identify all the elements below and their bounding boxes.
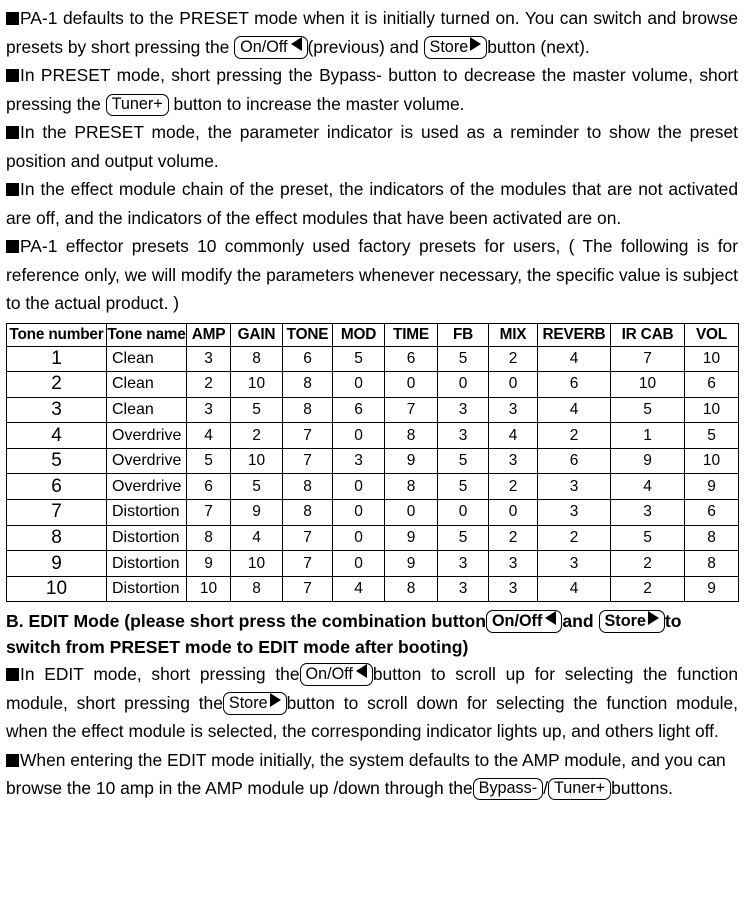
table-cell-ir-cab: 10 — [611, 372, 685, 398]
paragraph-text: In the PRESET mode, the parameter indicator is used as a reminder to show the preset position and output volume. — [6, 122, 738, 171]
paragraph-text: In the effect module chain of the preset, the indicators of the modules that are not activated are off, and the indicators of the effect modules that have been activated are on. — [6, 179, 738, 228]
table-row — [7, 551, 739, 577]
table-cell-ir-cab: 4 — [611, 474, 685, 500]
bullet-square-icon — [6, 12, 19, 25]
table-cell-tone-name: Overdrive — [107, 474, 187, 500]
table-cell-tone: 7 — [283, 423, 333, 449]
table-cell-ir-cab: 2 — [611, 551, 685, 577]
table-cell-vol: 6 — [685, 500, 739, 526]
table-cell-tone-name: Distortion — [107, 551, 187, 577]
column-header-time: TIME — [385, 323, 438, 346]
preset-mode-paragraphs — [6, 4, 738, 318]
column-header-vol: VOL — [685, 323, 739, 346]
table-cell-amp: 7 — [187, 500, 231, 526]
paragraph-text: In PRESET mode, short pressing the Bypass- button to decrease the master volume, short pressing the — [6, 65, 738, 114]
preset-parameter-table — [6, 323, 739, 603]
column-header-reverb: REVERB — [538, 323, 611, 346]
column-header-gain: GAIN — [231, 323, 283, 346]
table-cell-mod: 0 — [333, 551, 385, 577]
table-cell-tone-number: 3 — [7, 397, 107, 423]
key-label: Store — [228, 693, 268, 712]
key-store-button[interactable] — [599, 610, 665, 633]
key-label: Tuner+ — [111, 94, 163, 113]
table-cell-gain: 5 — [231, 397, 283, 423]
table-row — [7, 474, 739, 500]
key-label: On/Off — [491, 612, 543, 631]
table-cell-gain: 2 — [231, 423, 283, 449]
table-cell-ir-cab: 1 — [611, 423, 685, 449]
triangle-left-icon — [291, 37, 302, 51]
table-cell-ir-cab: 5 — [611, 525, 685, 551]
table-cell-gain: 4 — [231, 525, 283, 551]
table-cell-tone-number: 9 — [7, 551, 107, 577]
table-cell-fb: 3 — [438, 551, 489, 577]
table-cell-amp: 4 — [187, 423, 231, 449]
paragraph-p3 — [6, 118, 738, 175]
paragraph-p1 — [6, 4, 738, 61]
table-cell-mix: 3 — [489, 397, 538, 423]
table-cell-ir-cab: 3 — [611, 500, 685, 526]
table-cell-mix: 3 — [489, 576, 538, 602]
column-header-amp: AMP — [187, 323, 231, 346]
bullet-square-icon — [6, 69, 19, 82]
table-cell-reverb: 4 — [538, 397, 611, 423]
table-cell-gain: 10 — [231, 448, 283, 474]
triangle-left-icon — [356, 664, 367, 678]
table-cell-tone-name: Clean — [107, 372, 187, 398]
table-cell-mix: 0 — [489, 500, 538, 526]
column-header-fb: FB — [438, 323, 489, 346]
key-label: On/Off — [240, 37, 288, 56]
table-cell-tone: 7 — [283, 551, 333, 577]
table-cell-mod: 4 — [333, 576, 385, 602]
paragraph-text: In EDIT mode, short pressing the — [20, 664, 300, 685]
table-cell-vol: 8 — [685, 525, 739, 551]
paragraph-p2 — [6, 61, 738, 118]
paragraph-text: PA-1 defaults to the PRESET mode when it is initially turned on. You can switch and browse presets by short pressing the — [6, 8, 738, 57]
column-header-tone-name: Tone name — [107, 323, 187, 346]
triangle-left-icon — [545, 611, 556, 625]
table-row — [7, 576, 739, 602]
table-cell-vol: 9 — [685, 576, 739, 602]
column-header-mix: MIX — [489, 323, 538, 346]
table-cell-ir-cab: 7 — [611, 346, 685, 372]
table-cell-tone-name: Clean — [107, 346, 187, 372]
table-cell-tone-name: Distortion — [107, 500, 187, 526]
column-header-tone-number: Tone number — [7, 323, 107, 346]
table-cell-tone-number: 1 — [7, 346, 107, 372]
table-cell-reverb: 6 — [538, 372, 611, 398]
table-cell-mix: 3 — [489, 448, 538, 474]
table-cell-tone: 8 — [283, 372, 333, 398]
key-label: Store — [429, 37, 469, 56]
table-cell-gain: 8 — [231, 346, 283, 372]
table-cell-reverb: 2 — [538, 525, 611, 551]
table-cell-time: 0 — [385, 372, 438, 398]
table-cell-mix: 2 — [489, 525, 538, 551]
table-cell-vol: 10 — [685, 448, 739, 474]
table-row — [7, 397, 739, 423]
table-row — [7, 372, 739, 398]
key-bypass-button[interactable] — [473, 778, 543, 800]
paragraph-p5 — [6, 232, 738, 318]
table-cell-tone-name: Distortion — [107, 525, 187, 551]
table-cell-gain: 10 — [231, 551, 283, 577]
table-cell-time: 9 — [385, 525, 438, 551]
table-cell-amp: 3 — [187, 346, 231, 372]
table-row — [7, 525, 739, 551]
table-cell-mod: 3 — [333, 448, 385, 474]
table-cell-time: 9 — [385, 448, 438, 474]
table-cell-time: 9 — [385, 551, 438, 577]
table-cell-tone-number: 4 — [7, 423, 107, 449]
table-cell-time: 0 — [385, 500, 438, 526]
paragraph-text: B. EDIT Mode (please short press the combination button — [6, 611, 486, 632]
table-cell-fb: 3 — [438, 397, 489, 423]
table-cell-tone-name: Distortion — [107, 576, 187, 602]
table-cell-time: 7 — [385, 397, 438, 423]
table-cell-gain: 10 — [231, 372, 283, 398]
table-cell-vol: 10 — [685, 346, 739, 372]
bullet-square-icon — [6, 240, 19, 253]
paragraph-p7 — [6, 746, 738, 803]
table-cell-tone-number: 5 — [7, 448, 107, 474]
column-header-mod: MOD — [333, 323, 385, 346]
triangle-right-icon — [470, 37, 481, 51]
table-row — [7, 423, 739, 449]
paragraph-text: and — [562, 611, 599, 632]
paragraph-text: / — [543, 778, 548, 799]
table-cell-vol: 5 — [685, 423, 739, 449]
table-row — [7, 500, 739, 526]
table-cell-fb: 5 — [438, 525, 489, 551]
table-cell-mod: 0 — [333, 372, 385, 398]
paragraph-text: (previous) and — [307, 36, 424, 57]
table-cell-tone-number: 6 — [7, 474, 107, 500]
table-cell-mod: 0 — [333, 474, 385, 500]
table-cell-tone: 7 — [283, 576, 333, 602]
table-cell-mod: 6 — [333, 397, 385, 423]
table-cell-time: 8 — [385, 576, 438, 602]
table-cell-fb: 3 — [438, 423, 489, 449]
table-cell-tone-number: 7 — [7, 500, 107, 526]
table-cell-mod: 0 — [333, 525, 385, 551]
table-cell-fb: 5 — [438, 448, 489, 474]
table-cell-vol: 9 — [685, 474, 739, 500]
key-on-off-button[interactable] — [486, 610, 562, 633]
triangle-right-icon — [648, 611, 659, 625]
paragraph-text: button to scroll down for selecting the function module, when the effect module is selected, the corresponding indicator lights up, and others light off. — [6, 692, 738, 742]
table-cell-gain: 8 — [231, 576, 283, 602]
table-cell-amp: 9 — [187, 551, 231, 577]
paragraph-text: buttons. — [611, 778, 673, 799]
key-store-button[interactable] — [424, 36, 488, 59]
table-row — [7, 448, 739, 474]
bullet-square-icon — [6, 183, 19, 196]
table-cell-tone-name: Clean — [107, 397, 187, 423]
table-cell-amp: 3 — [187, 397, 231, 423]
key-tuner-button[interactable] — [106, 94, 169, 116]
table-cell-reverb: 2 — [538, 423, 611, 449]
paragraph-text: button (next). — [487, 36, 590, 57]
bullet-square-icon — [6, 668, 19, 681]
key-store-button[interactable] — [223, 692, 287, 715]
table-cell-time: 8 — [385, 423, 438, 449]
table-cell-mix: 3 — [489, 551, 538, 577]
table-cell-fb: 0 — [438, 500, 489, 526]
paragraph-text: PA-1 effector presets 10 commonly used factory presets for users, ( The following is for reference only, we will modify the parameters whenever necessary, the specific value is subject to the actual product. ) — [6, 236, 738, 313]
table-cell-vol: 8 — [685, 551, 739, 577]
column-header-tone: TONE — [283, 323, 333, 346]
table-cell-reverb: 4 — [538, 346, 611, 372]
table-cell-tone: 6 — [283, 346, 333, 372]
paragraph-text: to switch from PRESET mode to EDIT mode after booting) — [6, 611, 682, 658]
paragraph-text: button to scroll up for selecting the function module, short pressing the — [6, 664, 738, 713]
table-cell-tone-number: 10 — [7, 576, 107, 602]
table-cell-ir-cab: 5 — [611, 397, 685, 423]
table-cell-mod: 5 — [333, 346, 385, 372]
table-header-row — [7, 323, 739, 346]
table-cell-ir-cab: 9 — [611, 448, 685, 474]
paragraph-p6 — [6, 660, 738, 746]
key-tuner-button[interactable] — [548, 778, 611, 800]
table-cell-fb: 5 — [438, 474, 489, 500]
table-cell-mix: 2 — [489, 346, 538, 372]
column-header-ir-cab: IR CAB — [611, 323, 685, 346]
key-label: Bypass- — [478, 779, 538, 798]
key-on-off-button[interactable] — [300, 663, 373, 686]
table-cell-amp: 10 — [187, 576, 231, 602]
table-cell-reverb: 3 — [538, 500, 611, 526]
table-cell-mix: 4 — [489, 423, 538, 449]
triangle-right-icon — [270, 693, 281, 707]
table-cell-mod: 0 — [333, 500, 385, 526]
edit-mode-paragraphs — [6, 660, 738, 803]
paragraph-p4 — [6, 175, 738, 232]
table-cell-tone-name: Overdrive — [107, 423, 187, 449]
table-cell-tone-number: 2 — [7, 372, 107, 398]
table-cell-amp: 2 — [187, 372, 231, 398]
table-cell-mix: 0 — [489, 372, 538, 398]
key-label: On/Off — [305, 665, 353, 684]
table-cell-tone: 8 — [283, 474, 333, 500]
key-label: Tuner+ — [553, 779, 606, 798]
table-cell-mix: 2 — [489, 474, 538, 500]
table-cell-reverb: 3 — [538, 551, 611, 577]
table-cell-gain: 9 — [231, 500, 283, 526]
table-cell-tone: 7 — [283, 525, 333, 551]
preset-parameter-table-container — [6, 323, 738, 603]
table-cell-reverb: 6 — [538, 448, 611, 474]
table-cell-fb: 0 — [438, 372, 489, 398]
table-cell-mod: 0 — [333, 423, 385, 449]
table-row — [7, 346, 739, 372]
table-cell-amp: 5 — [187, 448, 231, 474]
table-cell-reverb: 4 — [538, 576, 611, 602]
table-cell-vol: 10 — [685, 397, 739, 423]
key-label: Store — [604, 612, 646, 631]
bullet-square-icon — [6, 126, 19, 139]
table-cell-fb: 3 — [438, 576, 489, 602]
table-cell-fb: 5 — [438, 346, 489, 372]
paragraph-text: When entering the EDIT mode initially, the system defaults to the AMP module, and you can browse the 10 amp in the AMP module up /down through the — [6, 749, 726, 799]
paragraph-text: button to increase the master volume. — [168, 93, 465, 114]
key-on-off-button[interactable] — [234, 36, 307, 59]
table-cell-gain: 5 — [231, 474, 283, 500]
table-cell-vol: 6 — [685, 372, 739, 398]
table-cell-tone: 7 — [283, 448, 333, 474]
table-cell-tone: 8 — [283, 500, 333, 526]
table-cell-tone-number: 8 — [7, 525, 107, 551]
table-cell-time: 6 — [385, 346, 438, 372]
table-cell-tone-name: Overdrive — [107, 448, 187, 474]
table-cell-reverb: 3 — [538, 474, 611, 500]
table-cell-amp: 8 — [187, 525, 231, 551]
table-cell-ir-cab: 2 — [611, 576, 685, 602]
table-cell-amp: 6 — [187, 474, 231, 500]
edit-mode-heading — [6, 608, 738, 660]
table-cell-tone: 8 — [283, 397, 333, 423]
bullet-square-icon — [6, 754, 19, 767]
table-cell-time: 8 — [385, 474, 438, 500]
